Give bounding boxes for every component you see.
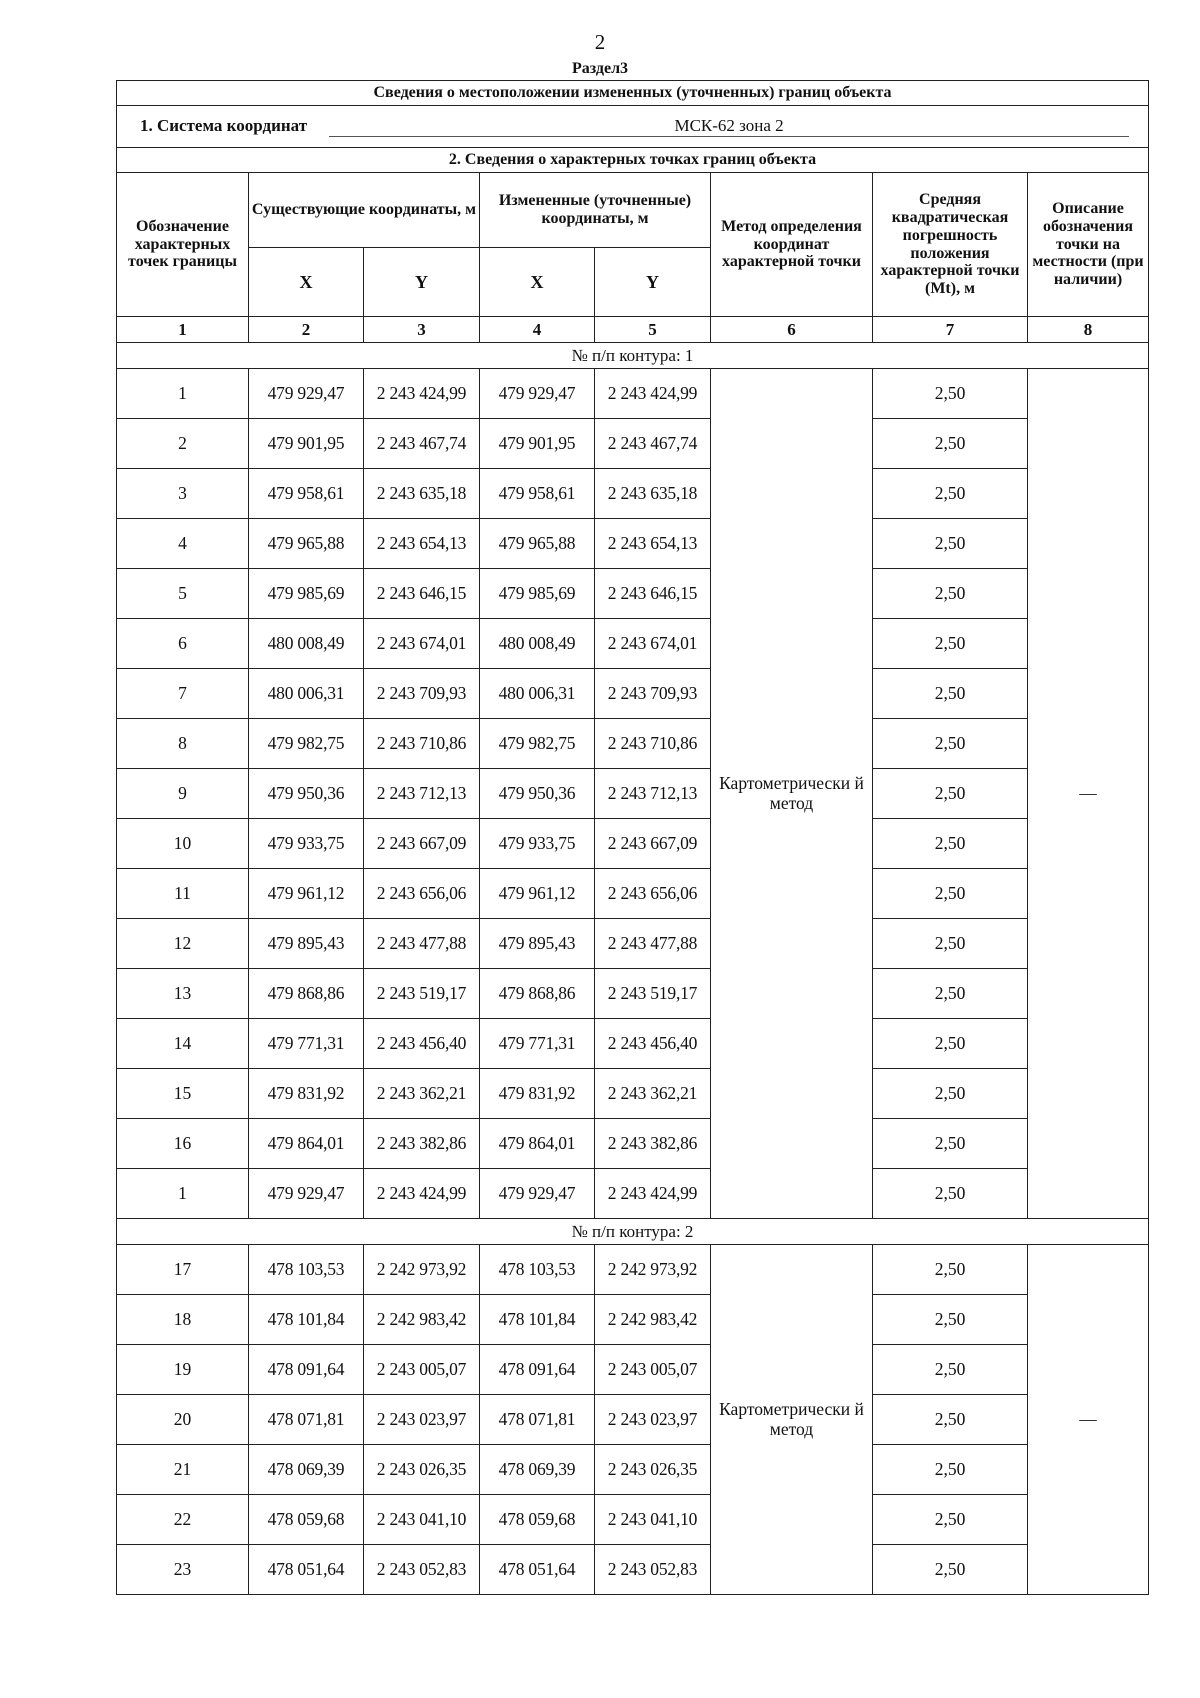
existing-y: 2 243 456,40 <box>364 1019 480 1069</box>
page-number: 2 <box>594 30 606 54</box>
point-number: 17 <box>117 1245 249 1295</box>
existing-x: 479 950,36 <box>249 769 364 819</box>
error-value: 2,50 <box>873 369 1028 419</box>
existing-x: 479 965,88 <box>249 519 364 569</box>
existing-y: 2 243 424,99 <box>364 1169 480 1219</box>
changed-x: 479 950,36 <box>480 769 595 819</box>
changed-y: 2 243 654,13 <box>595 519 711 569</box>
changed-x: 479 901,95 <box>480 419 595 469</box>
error-value: 2,50 <box>873 1119 1028 1169</box>
table-row <box>117 1545 1149 1595</box>
column-index: 2 <box>249 317 364 343</box>
changed-x: 478 059,68 <box>480 1495 595 1545</box>
existing-y: 2 243 052,83 <box>364 1545 480 1595</box>
contour-label: № п/п контура: 2 <box>117 1219 1149 1245</box>
points-title: 2. Сведения о характерных точках границ объекта <box>117 148 1149 173</box>
existing-y: 2 243 635,18 <box>364 469 480 519</box>
changed-x: 479 958,61 <box>480 469 595 519</box>
method-cell: Картометрически й метод <box>711 1245 873 1595</box>
table-row <box>117 969 1149 1019</box>
table-row <box>117 419 1149 469</box>
existing-x: 478 059,68 <box>249 1495 364 1545</box>
existing-y: 2 243 467,74 <box>364 419 480 469</box>
point-number: 12 <box>117 919 249 969</box>
changed-y: 2 243 710,86 <box>595 719 711 769</box>
column-index: 5 <box>595 317 711 343</box>
error-value: 2,50 <box>873 619 1028 669</box>
changed-x: 479 961,12 <box>480 869 595 919</box>
header-designation: Обозначение характерных точек границы <box>117 173 249 317</box>
existing-y: 2 243 646,15 <box>364 569 480 619</box>
existing-x: 480 008,49 <box>249 619 364 669</box>
coord-system-row <box>117 106 1149 148</box>
point-number: 10 <box>117 819 249 869</box>
changed-x: 479 985,69 <box>480 569 595 619</box>
changed-y: 2 243 424,99 <box>595 369 711 419</box>
existing-x: 479 771,31 <box>249 1019 364 1069</box>
changed-x: 479 982,75 <box>480 719 595 769</box>
changed-y: 2 243 005,07 <box>595 1345 711 1395</box>
table-row <box>117 1069 1149 1119</box>
point-number: 3 <box>117 469 249 519</box>
table-row <box>117 619 1149 669</box>
column-index: 1 <box>117 317 249 343</box>
error-value: 2,50 <box>873 1019 1028 1069</box>
table-row <box>117 1445 1149 1495</box>
coord-system-label: 1. Система координат <box>139 115 308 135</box>
error-value: 2,50 <box>873 1445 1028 1495</box>
existing-y: 2 243 424,99 <box>364 369 480 419</box>
existing-y: 2 243 674,01 <box>364 619 480 669</box>
table-row <box>117 1169 1149 1219</box>
existing-x: 479 933,75 <box>249 819 364 869</box>
changed-x: 479 929,47 <box>480 1169 595 1219</box>
error-value: 2,50 <box>873 719 1028 769</box>
point-number: 16 <box>117 1119 249 1169</box>
changed-x: 479 965,88 <box>480 519 595 569</box>
description-cell: — <box>1028 1245 1149 1595</box>
table-row <box>117 919 1149 969</box>
existing-x: 478 103,53 <box>249 1245 364 1295</box>
table-row <box>117 819 1149 869</box>
existing-y: 2 243 477,88 <box>364 919 480 969</box>
table-row <box>117 1345 1149 1395</box>
existing-x: 479 895,43 <box>249 919 364 969</box>
header-method: Метод определения координат характерной точки <box>711 173 873 317</box>
changed-y: 2 243 709,93 <box>595 669 711 719</box>
point-number: 1 <box>117 369 249 419</box>
changed-y: 2 243 712,13 <box>595 769 711 819</box>
changed-x: 479 933,75 <box>480 819 595 869</box>
changed-x: 480 008,49 <box>480 619 595 669</box>
point-number: 20 <box>117 1395 249 1445</box>
point-number: 4 <box>117 519 249 569</box>
changed-x: 478 071,81 <box>480 1395 595 1445</box>
changed-x: 479 771,31 <box>480 1019 595 1069</box>
table-row <box>117 1019 1149 1069</box>
changed-y: 2 243 667,09 <box>595 819 711 869</box>
existing-x: 478 051,64 <box>249 1545 364 1595</box>
changed-y: 2 243 382,86 <box>595 1119 711 1169</box>
changed-x: 478 051,64 <box>480 1545 595 1595</box>
table-row <box>117 769 1149 819</box>
existing-y: 2 243 023,97 <box>364 1395 480 1445</box>
changed-y: 2 242 973,92 <box>595 1245 711 1295</box>
error-value: 2,50 <box>873 1545 1028 1595</box>
table-row <box>117 1295 1149 1345</box>
section-title: Раздел3 <box>571 60 629 77</box>
column-index: 7 <box>873 317 1028 343</box>
changed-y: 2 243 467,74 <box>595 419 711 469</box>
changed-x: 479 868,86 <box>480 969 595 1019</box>
table-row <box>117 569 1149 619</box>
point-number: 5 <box>117 569 249 619</box>
existing-y: 2 242 983,42 <box>364 1295 480 1345</box>
table-row <box>117 519 1149 569</box>
error-value: 2,50 <box>873 669 1028 719</box>
changed-y: 2 243 041,10 <box>595 1495 711 1545</box>
error-value: 2,50 <box>873 1495 1028 1545</box>
column-index: 6 <box>711 317 873 343</box>
document-title: Сведения о местоположении измененных (уточненных) границ объекта <box>117 81 1149 106</box>
changed-x: 478 101,84 <box>480 1295 595 1345</box>
existing-x: 479 929,47 <box>249 1169 364 1219</box>
existing-x: 479 985,69 <box>249 569 364 619</box>
error-value: 2,50 <box>873 569 1028 619</box>
error-value: 2,50 <box>873 769 1028 819</box>
error-value: 2,50 <box>873 1169 1028 1219</box>
point-number: 2 <box>117 419 249 469</box>
changed-y: 2 243 674,01 <box>595 619 711 669</box>
error-value: 2,50 <box>873 819 1028 869</box>
existing-y: 2 243 710,86 <box>364 719 480 769</box>
error-value: 2,50 <box>873 419 1028 469</box>
point-number: 15 <box>117 1069 249 1119</box>
point-number: 23 <box>117 1545 249 1595</box>
changed-y: 2 243 362,21 <box>595 1069 711 1119</box>
existing-x: 479 961,12 <box>249 869 364 919</box>
coord-system-value: МСК-62 зона 2 <box>329 116 1129 137</box>
existing-y: 2 243 026,35 <box>364 1445 480 1495</box>
header-description: Описание обозначения точки на местности (при наличии) <box>1028 173 1149 317</box>
point-number: 18 <box>117 1295 249 1345</box>
point-number: 13 <box>117 969 249 1019</box>
existing-x: 479 982,75 <box>249 719 364 769</box>
table-row <box>117 1119 1149 1169</box>
existing-y: 2 243 362,21 <box>364 1069 480 1119</box>
header-existing: Существующие координаты, м <box>249 173 480 248</box>
table-row <box>117 369 1149 419</box>
error-value: 2,50 <box>873 1345 1028 1395</box>
table-row <box>117 469 1149 519</box>
changed-y: 2 243 656,06 <box>595 869 711 919</box>
point-number: 6 <box>117 619 249 669</box>
changed-y: 2 243 026,35 <box>595 1445 711 1495</box>
header-x-changed: X <box>480 248 595 317</box>
changed-x: 479 929,47 <box>480 369 595 419</box>
error-value: 2,50 <box>873 1069 1028 1119</box>
existing-x: 478 091,64 <box>249 1345 364 1395</box>
error-value: 2,50 <box>873 1295 1028 1345</box>
existing-y: 2 243 519,17 <box>364 969 480 1019</box>
existing-x: 479 958,61 <box>249 469 364 519</box>
point-number: 21 <box>117 1445 249 1495</box>
description-cell: — <box>1028 369 1149 1219</box>
existing-x: 478 101,84 <box>249 1295 364 1345</box>
point-number: 1 <box>117 1169 249 1219</box>
existing-y: 2 243 656,06 <box>364 869 480 919</box>
changed-y: 2 242 983,42 <box>595 1295 711 1345</box>
changed-x: 478 091,64 <box>480 1345 595 1395</box>
changed-y: 2 243 456,40 <box>595 1019 711 1069</box>
header-y-existing: Y <box>364 248 480 317</box>
table-row <box>117 669 1149 719</box>
table-row <box>117 1395 1149 1445</box>
error-value: 2,50 <box>873 1395 1028 1445</box>
existing-y: 2 243 667,09 <box>364 819 480 869</box>
header-changed: Измененные (уточненные) координаты, м <box>480 173 711 248</box>
existing-y: 2 243 709,93 <box>364 669 480 719</box>
error-value: 2,50 <box>873 969 1028 1019</box>
existing-x: 478 071,81 <box>249 1395 364 1445</box>
changed-x: 480 006,31 <box>480 669 595 719</box>
existing-x: 479 864,01 <box>249 1119 364 1169</box>
error-value: 2,50 <box>873 469 1028 519</box>
changed-x: 479 831,92 <box>480 1069 595 1119</box>
boundary-points-table <box>116 80 1149 1595</box>
point-number: 8 <box>117 719 249 769</box>
existing-y: 2 243 712,13 <box>364 769 480 819</box>
error-value: 2,50 <box>873 869 1028 919</box>
changed-x: 479 864,01 <box>480 1119 595 1169</box>
header-x-existing: X <box>249 248 364 317</box>
changed-x: 478 103,53 <box>480 1245 595 1295</box>
point-number: 22 <box>117 1495 249 1545</box>
table-row <box>117 1245 1149 1295</box>
point-number: 19 <box>117 1345 249 1395</box>
existing-y: 2 242 973,92 <box>364 1245 480 1295</box>
changed-x: 479 895,43 <box>480 919 595 969</box>
column-index: 8 <box>1028 317 1149 343</box>
error-value: 2,50 <box>873 919 1028 969</box>
changed-y: 2 243 646,15 <box>595 569 711 619</box>
point-number: 11 <box>117 869 249 919</box>
existing-y: 2 243 005,07 <box>364 1345 480 1395</box>
contour-label: № п/п контура: 1 <box>117 343 1149 369</box>
existing-y: 2 243 041,10 <box>364 1495 480 1545</box>
error-value: 2,50 <box>873 1245 1028 1295</box>
column-index: 3 <box>364 317 480 343</box>
point-number: 7 <box>117 669 249 719</box>
changed-y: 2 243 424,99 <box>595 1169 711 1219</box>
changed-x: 478 069,39 <box>480 1445 595 1495</box>
header-y-changed: Y <box>595 248 711 317</box>
changed-y: 2 243 477,88 <box>595 919 711 969</box>
existing-x: 479 901,95 <box>249 419 364 469</box>
existing-x: 480 006,31 <box>249 669 364 719</box>
error-value: 2,50 <box>873 519 1028 569</box>
table-row <box>117 719 1149 769</box>
column-index: 4 <box>480 317 595 343</box>
existing-x: 479 929,47 <box>249 369 364 419</box>
changed-y: 2 243 052,83 <box>595 1545 711 1595</box>
method-cell: Картометрически й метод <box>711 369 873 1219</box>
existing-x: 479 868,86 <box>249 969 364 1019</box>
existing-y: 2 243 654,13 <box>364 519 480 569</box>
point-number: 14 <box>117 1019 249 1069</box>
table-row <box>117 869 1149 919</box>
existing-x: 479 831,92 <box>249 1069 364 1119</box>
existing-y: 2 243 382,86 <box>364 1119 480 1169</box>
header-error: Средняя квадратическая погрешность положения характерной точки (Mt), м <box>873 173 1028 317</box>
table-row <box>117 1495 1149 1545</box>
changed-y: 2 243 519,17 <box>595 969 711 1019</box>
changed-y: 2 243 023,97 <box>595 1395 711 1445</box>
existing-x: 478 069,39 <box>249 1445 364 1495</box>
point-number: 9 <box>117 769 249 819</box>
changed-y: 2 243 635,18 <box>595 469 711 519</box>
